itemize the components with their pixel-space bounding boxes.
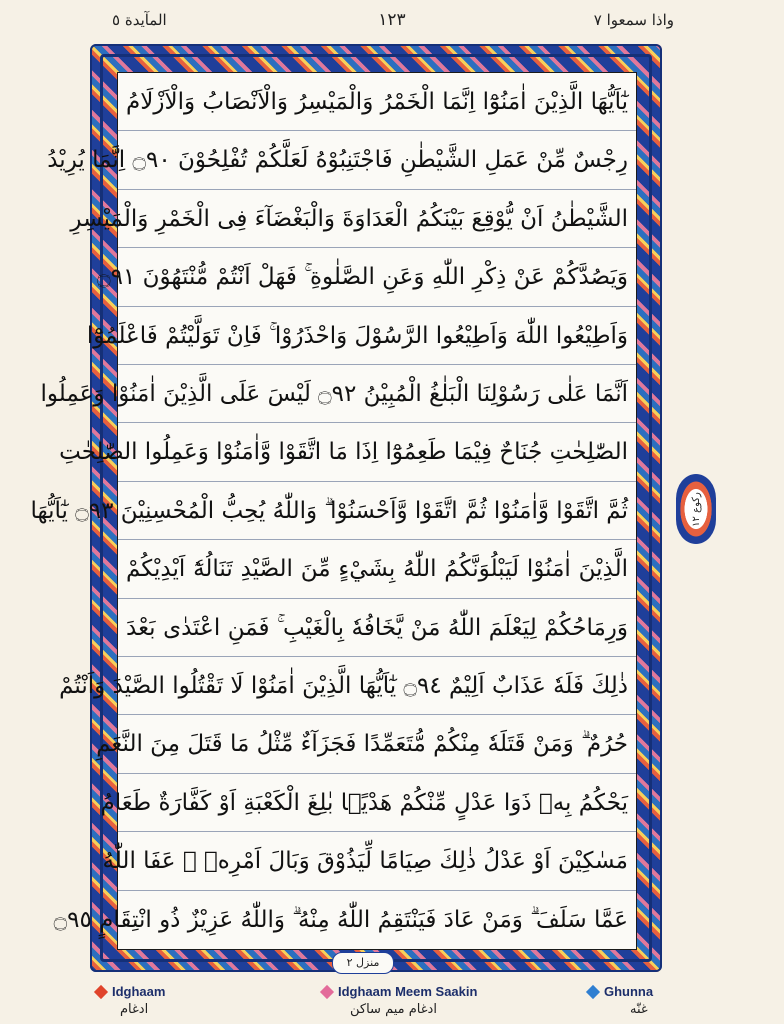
manzil-badge: منزل ٢ — [332, 952, 394, 974]
diamond-icon — [320, 984, 334, 998]
verse-line: مَسٰكِيْنَ اَوْ عَدْلُ ذٰلِكَ صِيَامًا لِّيَذُوْقَ وَبَالَ اَمْرِهٖ ۗ عَفَا اللّٰهُ — [118, 832, 636, 890]
juz-name: واذا سمعوا ۷ — [593, 11, 674, 29]
verse-line: يَحْكُمُ بِهٖ ذَوَا عَدْلٍ مِّنْكُمْ هَدْيًۢا بٰلِغَ الْكَعْبَةِ اَوْ كَفَّارَةٌ طَعَامُ — [118, 774, 636, 832]
legend-label-arabic: ادغام میم ساکن — [350, 1002, 437, 1017]
legend-label-arabic: ادغام — [120, 1002, 149, 1017]
verse-line: الشَّيْطٰنُ اَنْ يُّوْقِعَ بَيْنَكُمُ الْعَدَاوَةَ وَالْبَغْضَآءَ فِى الْخَمْرِ وَالْمَيْسِرِ — [118, 190, 636, 248]
legend-ghunna — [588, 984, 653, 1024]
ruku-marker-label: ركوع ١٢ — [690, 491, 702, 527]
verse-line: وَرِمَاحُكُمْ لِيَعْلَمَ اللّٰهُ مَنْ يَّخَافُهٗ بِالْغَيْبِ ۚ فَمَنِ اعْتَدٰى بَعْدَ — [118, 599, 636, 657]
diamond-icon — [94, 984, 108, 998]
verse-line: اَنَّمَا عَلٰى رَسُوْلِنَا الْبَلٰغُ الْمُبِيْنُ ۝٩٢ لَيْسَ عَلَى الَّذِيْنَ اٰمَنُوْا وَعَمِلُوا — [118, 365, 636, 423]
verse-line: يٰٓاَيُّهَا الَّذِيْنَ اٰمَنُوْٓا اِنَّمَا الْخَمْرُ وَالْمَيْسِرُ وَالْاَنْصَابُ وَالْاَزْلَامُ — [118, 73, 636, 131]
verse-line: رِجْسٌ مِّنْ عَمَلِ الشَّيْطٰنِ فَاجْتَنِبُوْهُ لَعَلَّكُمْ تُفْلِحُوْنَ ۝٩٠ اِنَّمَا يُرِيْدُ — [118, 131, 636, 189]
verse-line: الَّذِيْنَ اٰمَنُوْا لَيَبْلُوَنَّكُمُ اللّٰهُ بِشَيْءٍ مِّنَ الصَّيْدِ تَنَالُهٗٓ اَيْدِيْكُمْ — [118, 540, 636, 598]
verse-line: ذٰلِكَ فَلَهٗ عَذَابٌ اَلِيْمٌ ۝٩٤ يٰٓاَيُّهَا الَّذِيْنَ اٰمَنُوْا لَا تَقْتُلُوا الصَّيْدَ وَاَنْتُمْ — [118, 657, 636, 715]
verse-line: وَاَطِيْعُوا اللّٰهَ وَاَطِيْعُوا الرَّسُوْلَ وَاحْذَرُوْا ۚ فَاِنْ تَوَلَّيْتُمْ فَاعْلَمُوْٓا — [118, 307, 636, 365]
verse-line: الصّٰلِحٰتِ جُنَاحٌ فِيْمَا طَعِمُوْٓا اِذَا مَا اتَّقَوْا وَّاٰمَنُوْا وَعَمِلُوا الصّٰلِحٰتِ — [118, 423, 636, 481]
verse-line: ثُمَّ اتَّقَوْا وَّاٰمَنُوْا ثُمَّ اتَّقَوْا وَّاَحْسَنُوْا ۗ وَاللّٰهُ يُحِبُّ الْمُحْسِنِيْنَ ۝٩٣ يٰٓاَيُّهَا — [118, 482, 636, 540]
diamond-icon — [586, 984, 600, 998]
verse-line: حُرُمٌ ۗ وَمَنْ قَتَلَهٗ مِنْكُمْ مُّتَعَمِّدًا فَجَزَآءٌ مِّثْلُ مَا قَتَلَ مِنَ النَّعَمِ — [118, 715, 636, 773]
quran-text-area — [30, 72, 637, 950]
verse-line: وَيَصُدَّكُمْ عَنْ ذِكْرِ اللّٰهِ وَعَنِ الصَّلٰوةِ ۚ فَهَلْ اَنْتُمْ مُّنْتَهُوْنَ ۝٩١ — [118, 248, 636, 306]
legend-label-arabic: غنّه — [630, 1002, 648, 1017]
legend-label: Idghaam — [112, 984, 166, 999]
verse-line: عَمَّا سَلَفَ ۗ وَمَنْ عَادَ فَيَنْتَقِمُ اللّٰهُ مِنْهُ ۗ وَاللّٰهُ عَزِيْزٌ ذُو انْتِقَامٍ ۝٩٥ — [53, 906, 628, 933]
page-number: ۱۲۳ — [378, 10, 406, 30]
legend-label: Ghunna — [604, 984, 654, 999]
ruku-marker — [676, 474, 716, 544]
surah-name: المآیدة ٥ — [112, 11, 167, 29]
legend-idghaam-meem-saakin — [322, 984, 477, 1024]
legend-label: Idghaam Meem Saakin — [338, 984, 478, 999]
legend-idghaam — [96, 984, 165, 1024]
